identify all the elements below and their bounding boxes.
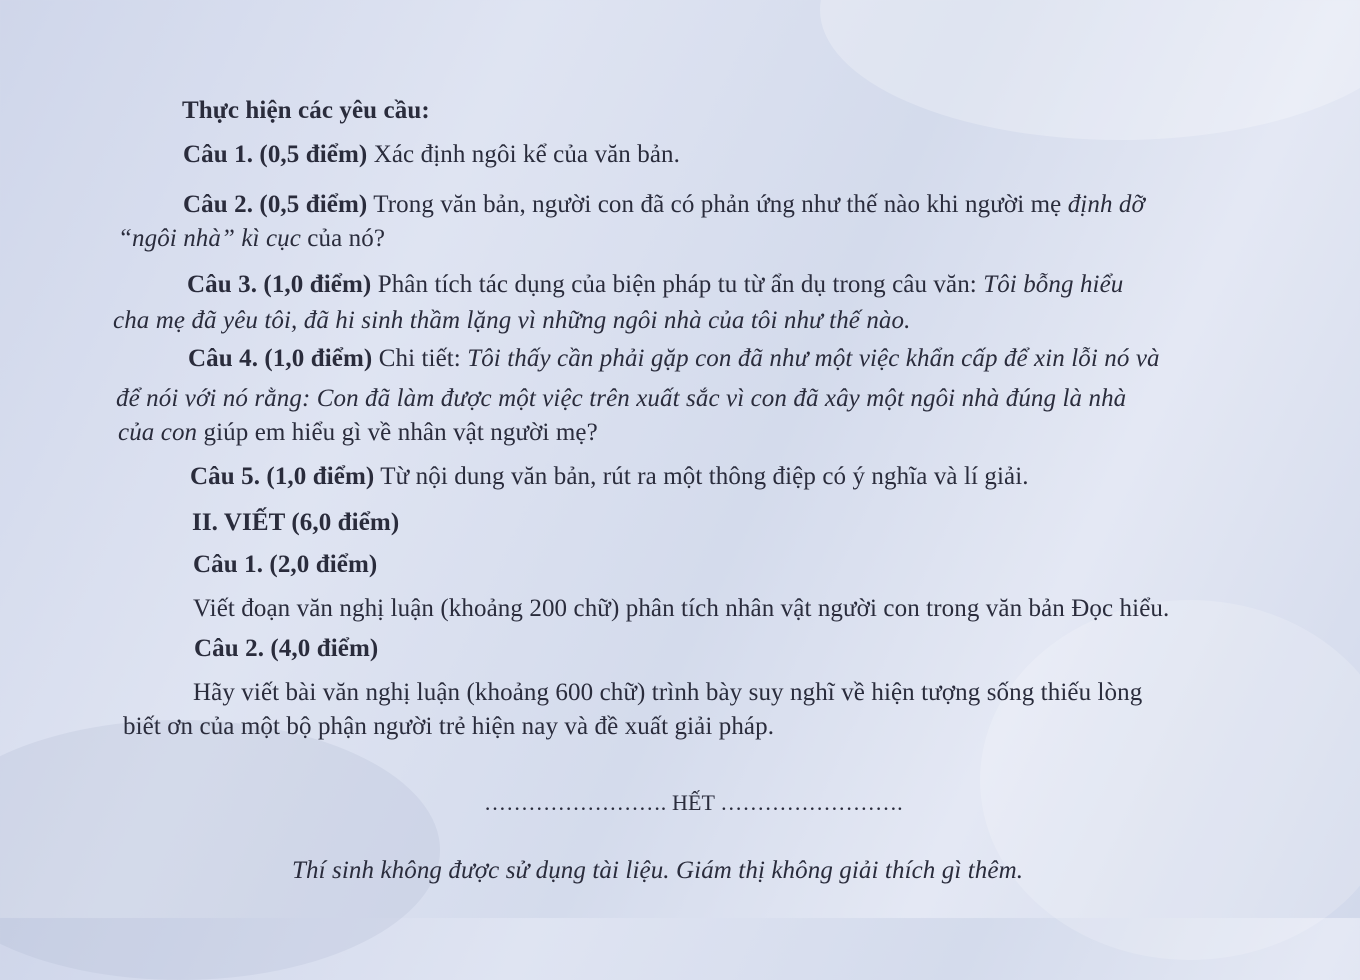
end-marker: ……………………. HẾT ……………………. [484, 790, 903, 815]
question-4-line-1: Câu 4. (1,0 điểm) Chi tiết: Tôi thấy cần phải gặp con đã như một việc khẩn cấp để xin lỗi nó và [188, 345, 1160, 372]
question-2-line-1: Câu 2. (0,5 điểm) Trong văn bản, người con đã có phản ứng như thế nào khi người mẹ định dỡ [183, 191, 1145, 218]
question-1: Câu 1. (0,5 điểm) Xác định ngôi kể của văn bản. [183, 141, 680, 168]
writing-question-1-label: Câu 1. (2,0 điểm) [193, 551, 378, 578]
question-4-line-3: của con giúp em hiểu gì về nhân vật người mẹ? [118, 419, 598, 446]
writing-question-2-line-1: Hãy viết bài văn nghị luận (khoảng 600 chữ) trình bày suy nghĩ về hiện tượng sống thiếu lòng [193, 679, 1143, 706]
question-3-line-2: cha mẹ đã yêu tôi, đã hi sinh thầm lặng vì những ngôi nhà của tôi như thế nào. [113, 307, 911, 334]
question-5: Câu 5. (1,0 điểm) Từ nội dung văn bản, rút ra một thông điệp có ý nghĩa và lí giải. [190, 463, 1029, 490]
requirements-heading: Thực hiện các yêu cầu: [182, 97, 430, 124]
question-2-line-2: “ngôi nhà” kì cục của nó? [118, 225, 386, 252]
writing-question-1-text: Viết đoạn văn nghị luận (khoảng 200 chữ) phân tích nhân vật người con trong văn bản Đọc hiểu. [193, 595, 1170, 622]
writing-question-2-line-2: biết ơn của một bộ phận người trẻ hiện nay và đề xuất giải pháp. [123, 713, 775, 740]
writing-question-2-label: Câu 2. (4,0 điểm) [194, 635, 379, 662]
question-3-line-1: Câu 3. (1,0 điểm) Phân tích tác dụng của biện pháp tu từ ẩn dụ trong câu văn: Tôi bỗng hiểu [187, 271, 1124, 298]
section-2-heading: II. VIẾT (6,0 điểm) [192, 509, 400, 536]
footer-note: Thí sinh không được sử dụng tài liệu. Giám thị không giải thích gì thêm. [292, 857, 1024, 884]
question-4-line-2: để nói với nó rằng: Con đã làm được một việc trên xuất sắc vì con đã xây một ngôi nhà đúng là nhà [116, 385, 1127, 412]
